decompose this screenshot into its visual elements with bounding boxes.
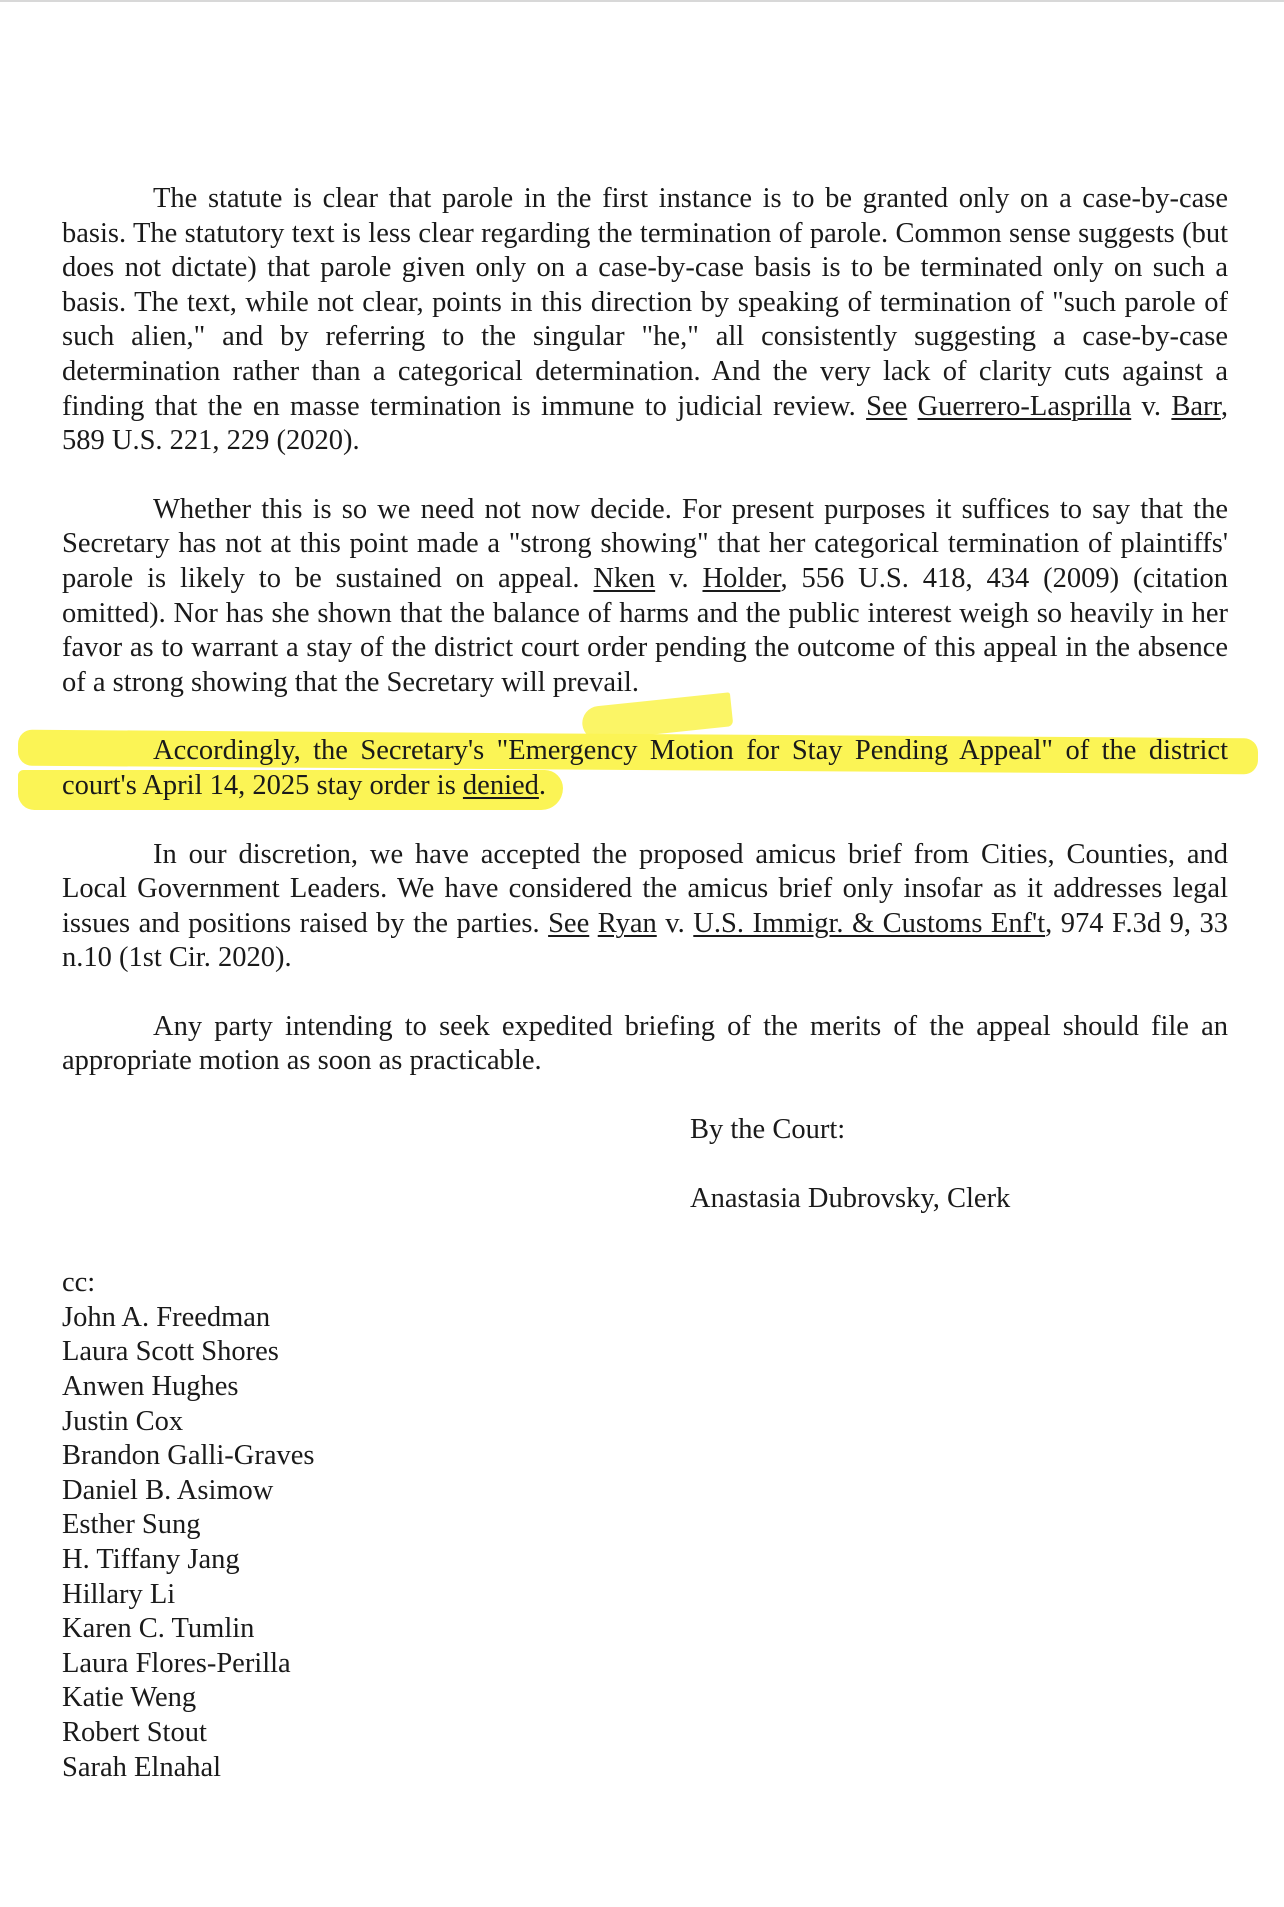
case-name-nken: Nken <box>593 562 656 594</box>
clerk-name: Anastasia Dubrovsky, Clerk <box>690 1182 1011 1214</box>
signature-block <box>690 1113 1228 1216</box>
paragraph-amicus: In our discretion, we have accepted the proposed amicus brief from Cities, Counties, and Local Government Leaders. We have considered the amicus brief only insofar as it addresses legal issues and positions raised by the parties. See Ryan v. U.S. Immigr. & Customs Enf't, 974 F.3d 9, 33 n.10 (1st Cir. 2020). <box>62 838 1229 974</box>
cc-list <box>62 1266 1228 1785</box>
cc-recipient: Laura Flores-Perilla <box>62 1647 291 1679</box>
by-the-court: By the Court: <box>690 1114 846 1146</box>
cc-recipient: Robert Stout <box>62 1716 207 1748</box>
citation-signal-see: See <box>548 907 590 939</box>
case-name-barr: Barr <box>1171 390 1221 422</box>
case-name-ice: U.S. Immigr. & Customs Enf't <box>693 907 1046 939</box>
cc-recipient: Esther Sung <box>62 1509 201 1541</box>
order-body <box>62 182 1228 1785</box>
cc-recipient: Sarah Elnahal <box>62 1751 222 1783</box>
case-name-ryan: Ryan <box>597 907 657 939</box>
cc-recipient: Hillary Li <box>62 1578 176 1610</box>
cc-recipient: John A. Freedman <box>62 1301 271 1333</box>
cc-recipient: Katie Weng <box>62 1682 197 1714</box>
paragraph-expedited-briefing: Any party intending to seek expedited briefing of the merits of the appeal should file an appropriate motion as soon as practicable. <box>62 1010 1228 1077</box>
paragraph-strong-showing: Whether this is so we need not now decide. For present purposes it suffices to say that the Secretary has not at this point made a "strong showing" that her categorical termination of plaintiffs' parole is likely to be sustained on appeal. Nken v. Holder, 556 U.S. 418, 434 (2009) (citation omitted). Nor has she shown that the balance of harms and the public interest weigh so heavily in her favor as to warrant a stay of the district court order pending the outcome of this appeal in the absence of a strong showing that the Secretary will prevail. <box>62 493 1228 698</box>
cc-recipient: Anwen Hughes <box>62 1371 239 1403</box>
paragraph-statute: The statute is clear that parole in the first instance is to be granted only on a case-by-case basis. The statutory text is less clear regarding the termination of parole. Common sense suggests (but does not dictate) that parole given only on a case-by-case basis is to be terminated only on such a basis. The text, while not clear, points in this direction by speaking of termination of "such parole of such alien," and by referring to the singular "he," all consistently suggesting a case-by-case determination rather than a categorical determination. And the very lack of clarity cuts against a finding that the en masse termination is immune to judicial review. See Guerrero-Lasprilla v. Barr, 589 U.S. 221, 229 (2020). <box>62 183 1228 457</box>
paragraph-ruling: Accordingly, the Secretary's "Emergency Motion for Stay Pending Appeal" of the district court's April 14, 2025 stay order is denied. <box>62 735 1228 801</box>
cc-recipient: Daniel B. Asimow <box>62 1474 274 1506</box>
cc-recipient: Brandon Galli-Graves <box>62 1440 315 1472</box>
ruling-denied: denied <box>462 769 539 801</box>
cc-recipient: Justin Cox <box>62 1405 184 1437</box>
case-name-guerrero-lasprilla: Guerrero-Lasprilla <box>917 390 1132 422</box>
highlighted-ruling <box>62 734 1228 803</box>
cc-recipient: Karen C. Tumlin <box>62 1613 255 1645</box>
page-top-edge <box>0 0 1284 2</box>
cc-label: cc: <box>62 1267 96 1299</box>
citation-signal-see: See <box>866 390 908 422</box>
case-name-holder: Holder <box>702 562 781 594</box>
cc-recipient: Laura Scott Shores <box>62 1336 279 1368</box>
cc-recipient: H. Tiffany Jang <box>62 1544 240 1575</box>
